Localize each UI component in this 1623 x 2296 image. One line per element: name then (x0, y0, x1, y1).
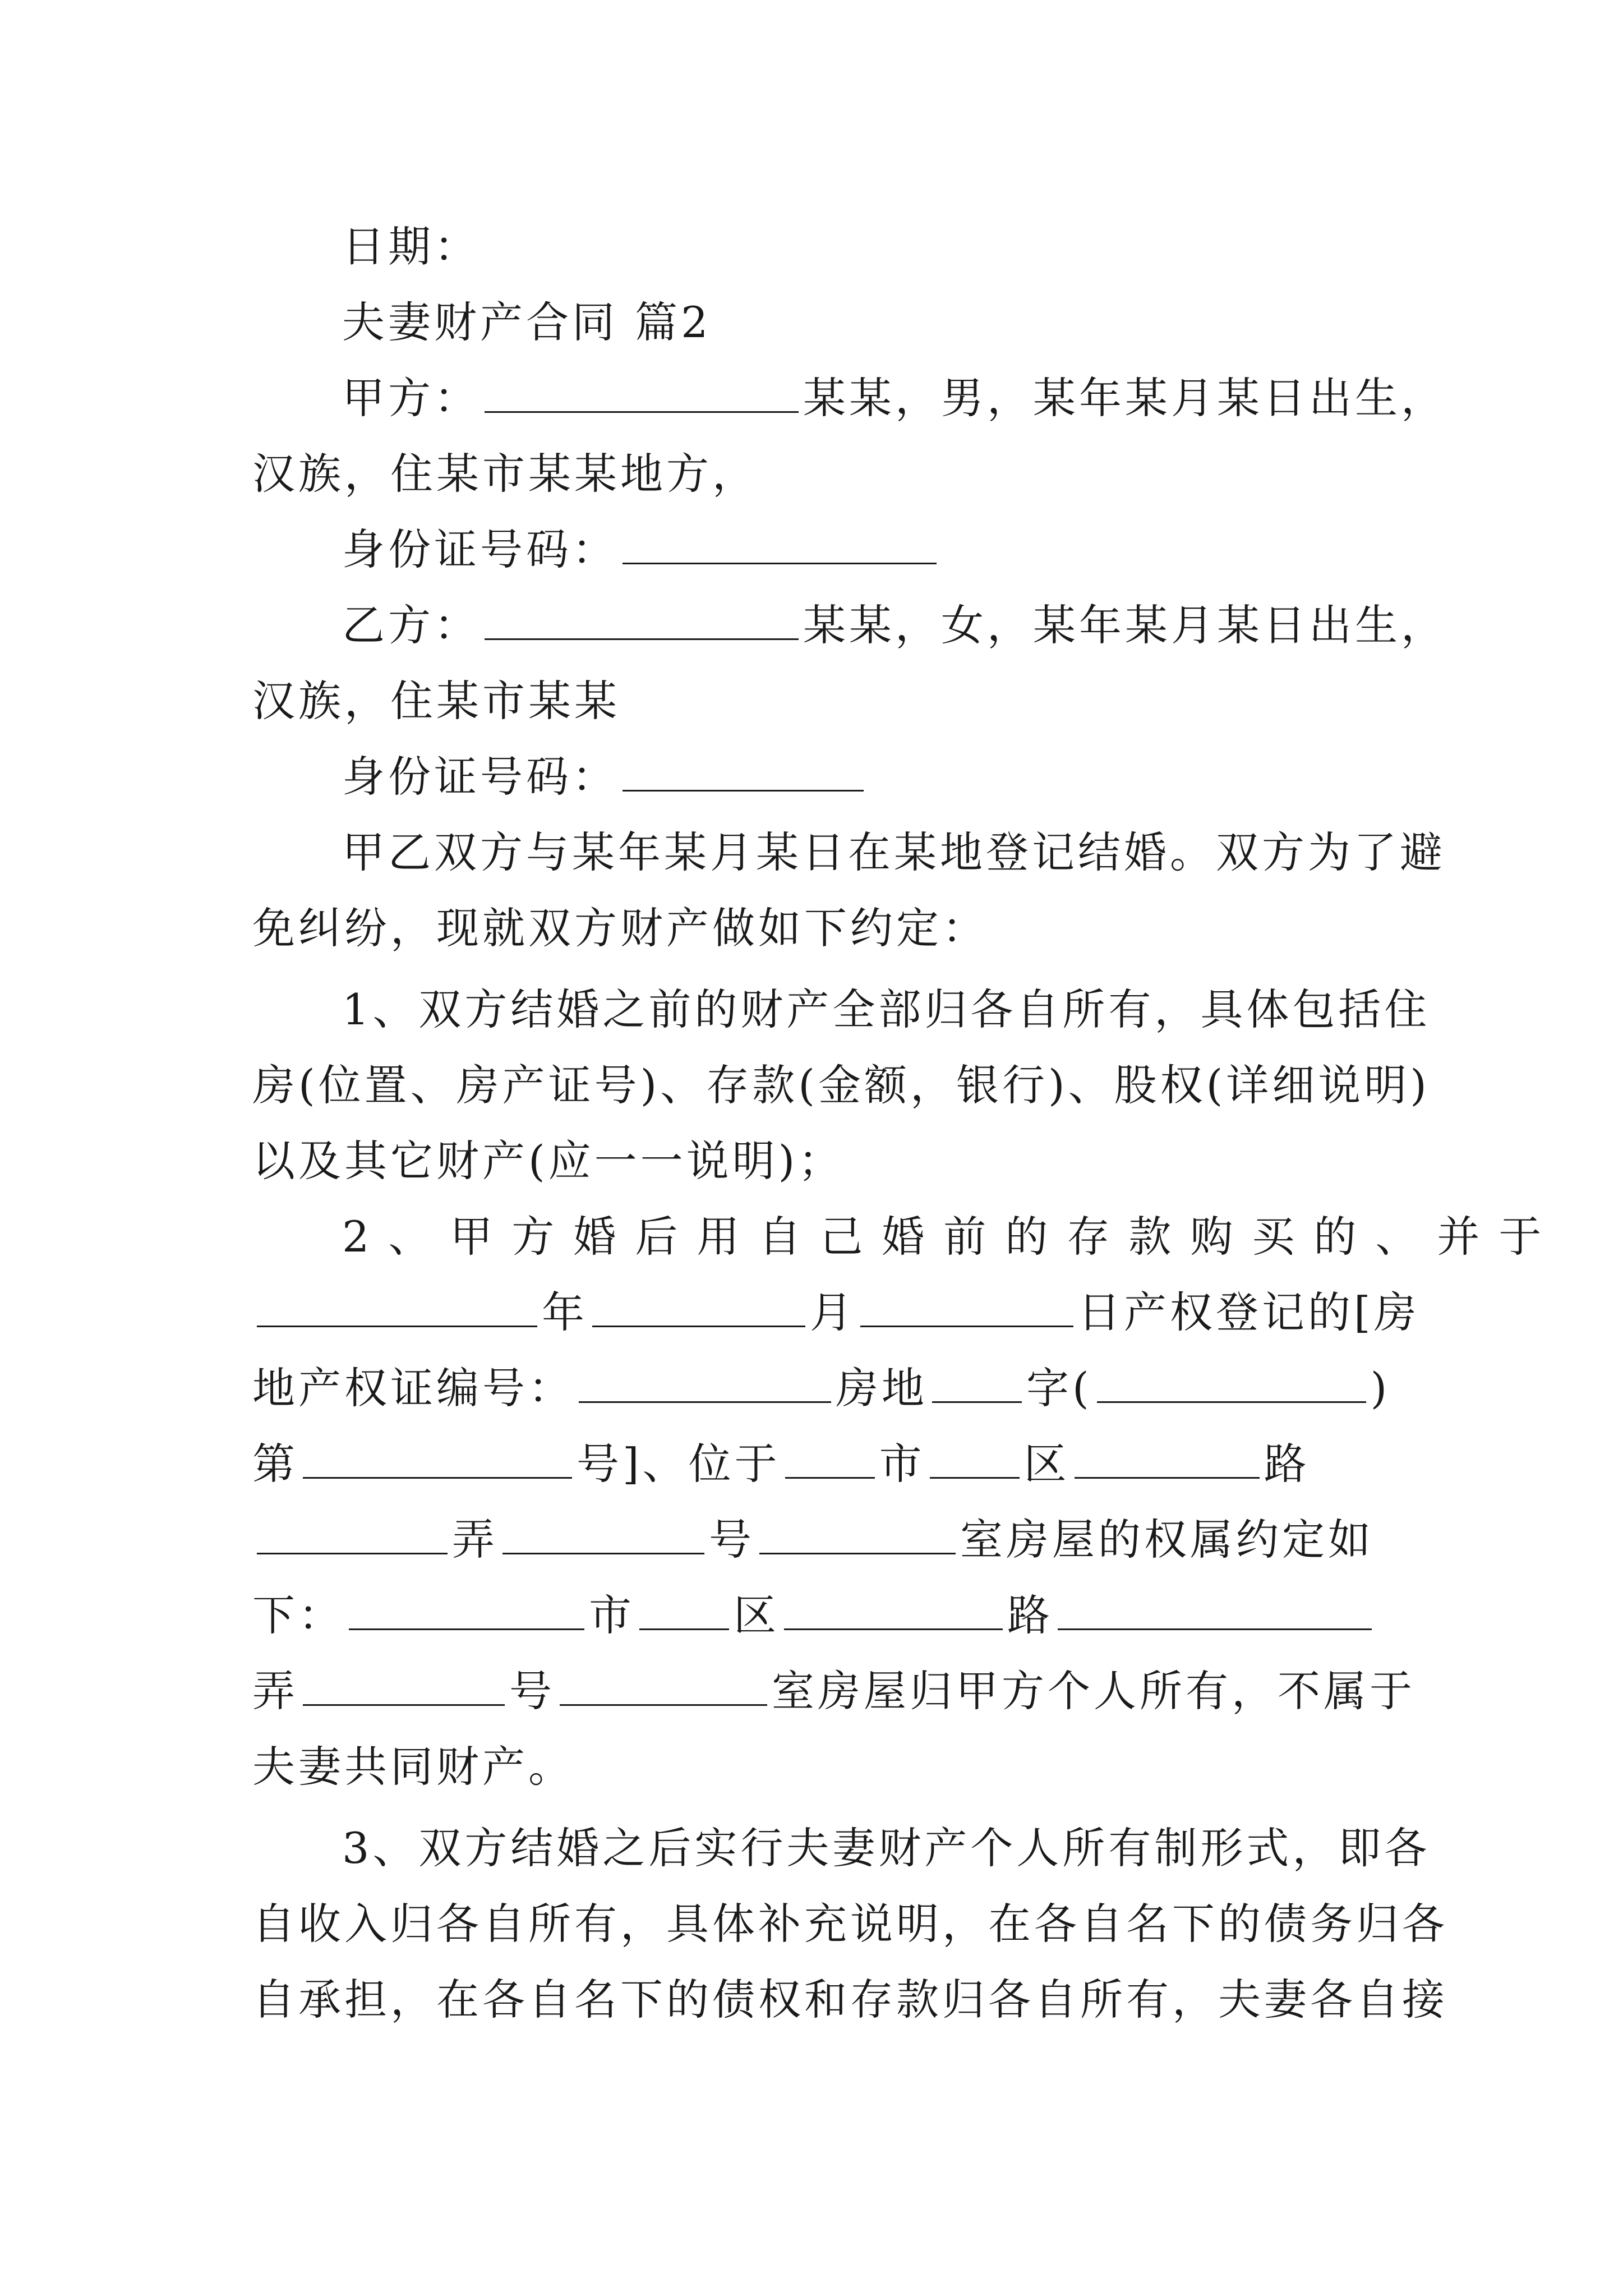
party-b-address: 汉族，住某市某某 (252, 676, 620, 726)
number-blank (502, 1509, 704, 1554)
below-label: 下： (252, 1590, 344, 1640)
road2-blank (784, 1585, 1003, 1630)
district-blank (930, 1433, 1020, 1479)
number2-label: 号 (509, 1666, 555, 1716)
road-label: 路 (1264, 1439, 1310, 1489)
clause-3-line-1: 3、双方结婚之后实行夫妻财产个人所有制形式，即各 (342, 1823, 1431, 1873)
year-label: 年 (542, 1287, 588, 1337)
cert-blank (579, 1358, 831, 1403)
party-a-id-line (342, 510, 1391, 589)
di-blank (303, 1433, 572, 1479)
party-b-id-line (342, 738, 1391, 816)
paragraph-intro-1: 甲乙双方与某年某月某日在某地登记结婚。双方为了避 (342, 827, 1446, 877)
party-a-id-label: 身份证号码： (342, 524, 618, 574)
road2-label: 路 (1007, 1590, 1053, 1640)
party-a-label: 甲方： (342, 373, 480, 423)
cert-label: 地产权证编号： (252, 1363, 574, 1413)
ownership-text: 室房屋归甲方个人所有，不属于 (772, 1666, 1415, 1716)
month-blank (592, 1282, 805, 1327)
clause-2-line-2 (252, 1273, 1420, 1352)
district-label: 区 (1023, 1439, 1070, 1489)
city-blank (785, 1433, 875, 1479)
clause-3-line-2: 自收入归各自所有，具体补充说明，在各自名下的债务归各 (252, 1899, 1448, 1949)
number2-blank (560, 1660, 767, 1706)
district2-label: 区 (734, 1590, 780, 1640)
date-label: 日期： (342, 222, 480, 272)
party-b-blank (485, 595, 799, 640)
party-b-line (342, 586, 1447, 665)
clause-2-line-1: 2、甲方婚后用自己婚前的存款购买的、并于 (342, 1212, 1561, 1262)
day-label: 日产权登记的[房 (1078, 1287, 1420, 1337)
house-blank (932, 1358, 1022, 1403)
lane-blank (257, 1509, 448, 1554)
paragraph-intro-2: 免纠纷，现就双方财产做如下约定： (252, 903, 988, 953)
located-label: 号]、位于 (577, 1439, 781, 1489)
month-label: 月 (810, 1287, 856, 1337)
zi-label: 字( (1026, 1363, 1092, 1413)
party-a-id-blank (623, 519, 937, 564)
house-label: 房地 (836, 1363, 928, 1413)
room-label: 室房屋的权属约定如 (960, 1515, 1374, 1565)
city2-blank (349, 1585, 584, 1630)
clause-2-line-4 (252, 1425, 1391, 1503)
lane2-blank (303, 1660, 505, 1706)
zi-blank (1097, 1358, 1366, 1403)
number-label: 号 (709, 1515, 755, 1565)
party-a-info: 某某，男，某年某月某日出生， (803, 373, 1447, 423)
lane-label: 弄 (452, 1515, 498, 1565)
section-title: 夫妻财产合同 篇2 (342, 297, 712, 347)
di-label: 第 (252, 1439, 298, 1489)
party-b-label: 乙方： (342, 600, 480, 650)
party-b-id-blank (623, 746, 864, 792)
road-blank (1075, 1433, 1260, 1479)
close-paren: ) (1370, 1363, 1391, 1413)
clause-1-line-1: 1、双方结婚之前的财产全部归各自所有，具体包括住 (342, 984, 1431, 1034)
clause-2-line-6 (252, 1576, 1391, 1655)
party-b-info: 某某，女，某年某月某日出生， (803, 600, 1447, 650)
road2-tail-blank (1058, 1585, 1372, 1630)
clause-2-line-7 (252, 1652, 1415, 1731)
district2-blank (639, 1585, 729, 1630)
party-b-id-label: 身份证号码： (342, 752, 618, 802)
lane2-label: 弄 (252, 1666, 298, 1716)
party-a-line (342, 359, 1447, 438)
party-a-address: 汉族，住某市某某地方， (252, 449, 758, 499)
clause-1-line-2: 房(位置、房产证号)、存款(金额，银行)、股权(详细说明) (252, 1060, 1430, 1110)
day-blank (860, 1282, 1073, 1327)
clause-2-line-5 (252, 1501, 1391, 1579)
clause-3-line-3: 自承担，在各自名下的债权和存款归各自所有，夫妻各自接 (252, 1975, 1448, 2024)
year-blank (257, 1282, 537, 1327)
city-label: 市 (879, 1439, 925, 1489)
clause-1-line-3: 以及其它财产(应一一说明)； (252, 1136, 845, 1186)
room-blank (759, 1509, 956, 1554)
city2-label: 市 (589, 1590, 635, 1640)
clause-2-line-8: 夫妻共同财产。 (252, 1742, 574, 1792)
party-a-blank (485, 367, 799, 413)
clause-2-line-3 (252, 1349, 1391, 1428)
